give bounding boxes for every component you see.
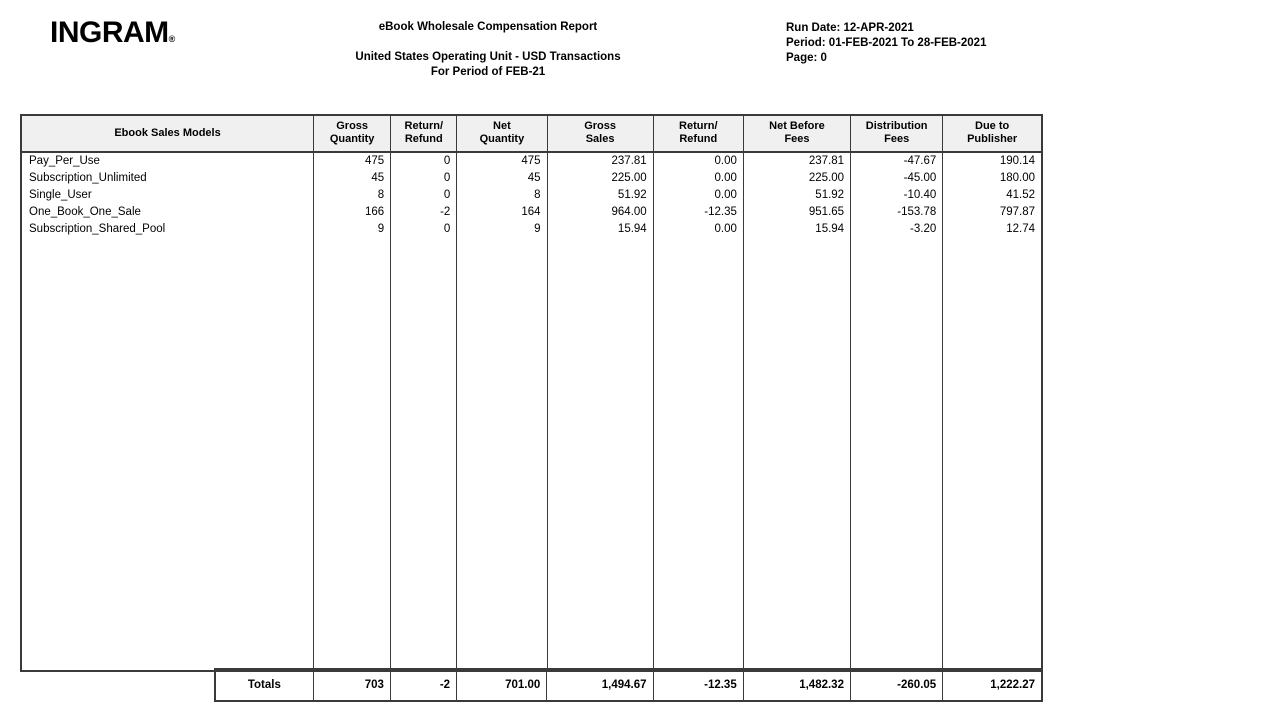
totals-return-refund-quantity: -2 [390, 669, 456, 701]
column-header-gross-sales [547, 115, 653, 152]
cell-due-to-publisher: 180.00 [999, 172, 1035, 184]
cell-net-quantity: 164 [457, 204, 547, 221]
cell-net-before-fees: 237.81 [743, 152, 850, 170]
report-meta-block [786, 21, 986, 66]
cell-distribution-fees: -10.40 [851, 187, 943, 204]
column-header-line2: Fees [884, 133, 910, 145]
cell-return-refund-quantity: -2 [391, 204, 457, 221]
filler-cell [21, 238, 314, 671]
table-filler-row [21, 238, 1042, 671]
title-spacer [248, 35, 728, 50]
cell-gross-sales: 964.00 [547, 204, 653, 221]
column-header-line2: Refund [404, 133, 443, 145]
column-header-line2: Refund [679, 133, 718, 145]
cell-net-quantity: 475 [457, 152, 547, 170]
cell-due-to-publisher: 190.14 [999, 155, 1035, 167]
cell-distribution-fees: -153.78 [851, 204, 943, 221]
cell-net-quantity: 9 [457, 221, 547, 238]
cell-gross-sales: 237.81 [547, 152, 653, 170]
cell-return-refund-amount: -12.35 [653, 204, 743, 221]
column-header-line1: Net [493, 120, 511, 132]
report-title: eBook Wholesale Compensation Report [378, 21, 598, 33]
table-row [21, 170, 1042, 187]
column-header-return-refund-quantity [391, 115, 457, 152]
run-date: Run Date: 12-APR-2021 [786, 22, 914, 34]
table-row [21, 152, 1042, 170]
totals-gross-quantity: 703 [313, 669, 390, 701]
table-row [21, 221, 1042, 238]
filler-cell [743, 238, 850, 671]
totals-table [214, 668, 1043, 702]
totals-gross-sales: 1,494.67 [547, 669, 653, 701]
filler-cell [547, 238, 653, 671]
period-range: Period: 01-FEB-2021 To 28-FEB-2021 [786, 37, 987, 49]
cell-model: Subscription_Shared_Pool [21, 221, 314, 238]
cell-gross-quantity: 8 [314, 187, 391, 204]
cell-distribution-fees: -47.67 [851, 152, 943, 170]
cell-model: Pay_Per_Use [21, 152, 314, 170]
column-header-return-refund-amount [653, 115, 743, 152]
table-row [21, 204, 1042, 221]
filler-cell [943, 238, 1042, 671]
column-header-line1: Distribution [865, 120, 928, 132]
cell-return-refund-amount: 0.00 [653, 187, 743, 204]
filler-cell [314, 238, 391, 671]
column-header-line2: Quantity [479, 133, 525, 145]
cell-return-refund-quantity: 0 [391, 152, 457, 170]
cell-net-before-fees: 225.00 [743, 170, 850, 187]
cell-distribution-fees: -45.00 [851, 170, 943, 187]
totals-due-to-publisher: 1,222.27 [990, 679, 1035, 691]
cell-return-refund-amount: 0.00 [653, 152, 743, 170]
registered-trademark-icon: ® [168, 34, 176, 44]
column-header-line1: Gross [584, 120, 616, 132]
filler-cell [851, 238, 943, 671]
report-header [0, 0, 1280, 100]
column-header-line2: Publisher [967, 133, 1018, 145]
cell-gross-quantity: 45 [314, 170, 391, 187]
cell-return-refund-amount: 0.00 [653, 170, 743, 187]
report-subtitle-line2: For Period of FEB-21 [430, 66, 546, 78]
cell-gross-sales: 225.00 [547, 170, 653, 187]
totals-label: Totals [215, 669, 313, 701]
filler-cell [653, 238, 743, 671]
column-header-line1: Due to [975, 120, 1010, 132]
column-header-ebook-sales-models [21, 115, 314, 152]
column-header-gross-quantity [314, 115, 391, 152]
column-header-due-to-publisher [943, 115, 1042, 152]
column-header-line1: Return/ [404, 120, 444, 132]
cell-net-quantity: 45 [457, 170, 547, 187]
cell-net-before-fees: 15.94 [743, 221, 850, 238]
column-header-line1: Net Before [769, 120, 825, 132]
cell-distribution-fees: -3.20 [851, 221, 943, 238]
column-header-line1: Gross [336, 120, 369, 132]
column-header-net-before-fees [743, 115, 850, 152]
cell-return-refund-amount: 0.00 [653, 221, 743, 238]
logo-wordmark: INGRAM [50, 16, 169, 49]
ingram-logo [50, 18, 175, 48]
column-header-line2: Fees [784, 133, 810, 145]
column-header-net-quantity [457, 115, 547, 152]
totals-net-quantity: 701.00 [457, 669, 547, 701]
report-subtitle-line1: United States Operating Unit - USD Transactions [355, 51, 621, 63]
report-title-block [248, 20, 728, 80]
cell-gross-sales: 51.92 [547, 187, 653, 204]
cell-due-to-publisher: 41.52 [1006, 189, 1035, 201]
cell-due-to-publisher: 12.74 [1006, 223, 1035, 235]
cell-net-before-fees: 951.65 [743, 204, 850, 221]
ebook-sales-table [20, 114, 1043, 672]
column-header-line1: Ebook Sales Models [114, 126, 221, 139]
table-row [21, 187, 1042, 204]
cell-model: Subscription_Unlimited [21, 170, 314, 187]
cell-return-refund-quantity: 0 [391, 187, 457, 204]
totals-net-before-fees: 1,482.32 [743, 669, 850, 701]
column-header-line2: Quantity [329, 133, 375, 145]
filler-cell [457, 238, 547, 671]
cell-model: Single_User [21, 187, 314, 204]
cell-return-refund-quantity: 0 [391, 170, 457, 187]
cell-model: One_Book_One_Sale [21, 204, 314, 221]
column-header-distribution-fees [851, 115, 943, 152]
table-header-row [21, 115, 1042, 152]
page-number: Page: 0 [786, 52, 827, 64]
cell-net-before-fees: 51.92 [743, 187, 850, 204]
column-header-line1: Return/ [679, 120, 718, 132]
totals-return-refund-amount: -12.35 [653, 669, 743, 701]
cell-due-to-publisher: 797.87 [999, 206, 1035, 218]
column-header-line2: Sales [585, 133, 615, 145]
cell-gross-quantity: 9 [314, 221, 391, 238]
filler-cell [391, 238, 457, 671]
cell-return-refund-quantity: 0 [391, 221, 457, 238]
totals-row [215, 669, 1042, 701]
cell-gross-quantity: 475 [314, 152, 391, 170]
totals-distribution-fees: -260.05 [850, 669, 942, 701]
cell-gross-sales: 15.94 [547, 221, 653, 238]
cell-net-quantity: 8 [457, 187, 547, 204]
cell-gross-quantity: 166 [314, 204, 391, 221]
